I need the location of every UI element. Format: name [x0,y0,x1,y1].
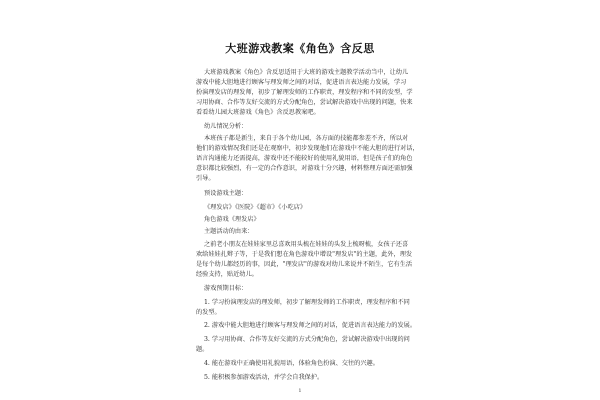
body-line: 是每个幼儿都经历的事，因此，"理发店"的游戏对幼儿来说并不陌生，它有生活 [196,261,413,268]
list-item: 题。 [196,346,209,353]
body-line: 经验支持，贴近幼儿。 [196,271,258,278]
list-item: 2. 游戏中能大胆地进行顾客与理发师之间的对话，促进语言表达能力的发展。 [204,322,417,329]
list-item: 4. 能在游戏中正确使用礼貌用语，体验角色扮演、交往的兴趣。 [204,360,379,367]
body-line: 大班游戏教案《角色》含反思适用于大班的游戏主题教学活动当中，让幼儿 [204,69,409,76]
body-line: 习用协商、合作等友好交流的方式分配角色，尝试解决游戏中出现的问题，快来 [196,99,413,106]
body-line: 意识都比较强烈，有一定的合作意识，对游戏十分兴趣，材料整理方面还需加强 [196,165,413,172]
body-line: 《理发店》《医院》《超市》《小吃店》 [204,204,307,211]
body-line: 之前老小朋友在娃娃家里总喜欢用头梳在娃娃的头发上梳呀梳，女孩子还喜 [204,241,409,248]
body-line: 他们的游戏情况我们还是在观察中，初步发现他们在游戏中不能大胆的进行对话， [196,145,419,152]
body-line: 看看幼儿园大班游戏《角色》含反思教案吧。 [196,109,320,116]
body-line: 游戏中能大胆地进行顾客与理发师之间的对话，促进语言表达能力发展，学习 [196,79,407,86]
section-heading: 幼儿情况分析： [204,123,248,130]
body-line: 欢给娃娃扎辫子等，于是我们想在角色游戏中增设"理发店"的主题，此外，理发 [196,251,413,258]
list-item: 5. 能积极参加游戏活动，并学会自我保护。 [204,374,324,381]
list-item: 3. 学习用协商、合作等友好交流的方式分配角色，尝试解决游戏中出现的问 [204,336,410,343]
section-heading: 游戏预期目标： [204,285,248,292]
section-heading: 预设游戏主题： [204,190,248,197]
body-line: 扮演理发店的理发师，初步了解理发师的工作职责，理发程序和不同的发型，学 [196,89,413,96]
body-line: 语言沟通能力还需提高，游戏中还不能较好的使用礼貌用语，但是孩子们的角色 [196,155,413,162]
list-item: 的发型。 [196,309,221,316]
page-number: 1 [298,388,302,394]
body-line: 引导。 [196,175,215,182]
body-line: 本班孩子都是新生，来自于各个幼儿园，各方面的技能都参差不齐，所以对 [204,135,409,142]
body-line: 角色游戏《理发店》 [204,216,260,223]
section-heading: 主题活动的由来： [204,228,254,235]
list-item: 1. 学习扮演理发店的理发师，初步了解理发师的工作职责，理发程序和不同 [204,299,410,306]
document-title: 大班游戏教案《角色》含反思 [225,42,375,55]
